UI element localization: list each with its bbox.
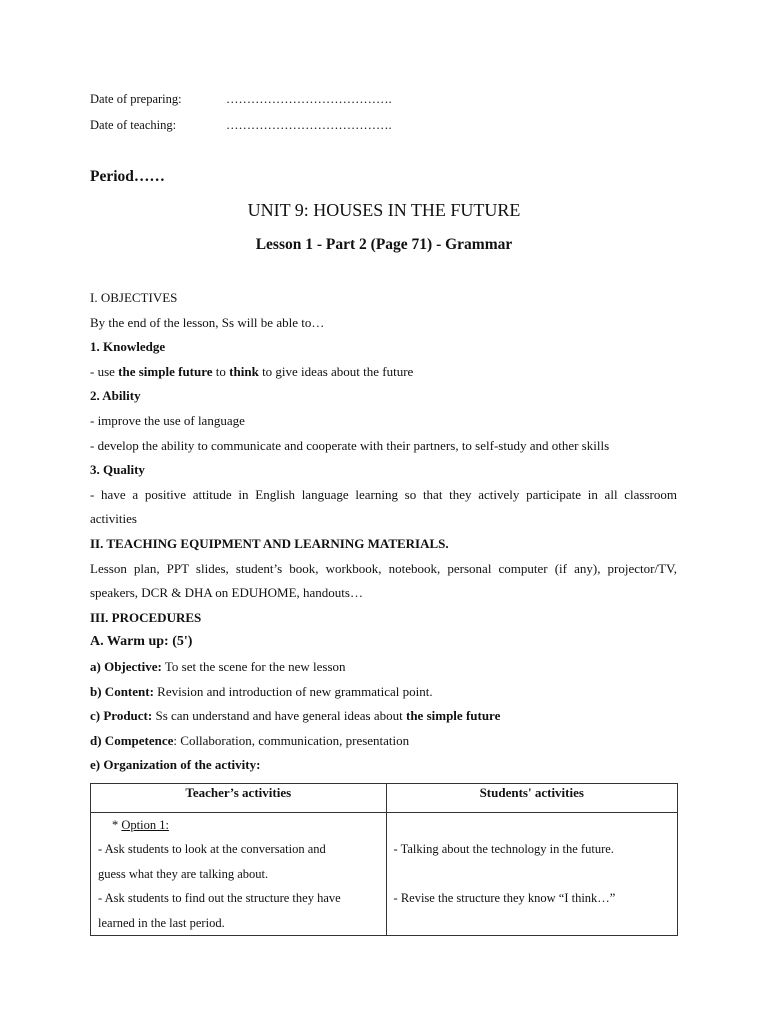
students-activities-cell — [386, 813, 677, 936]
product-label: c) Product: — [90, 708, 153, 724]
unit-title: UNIT 9: HOUSES IN THE FUTURE — [247, 200, 521, 220]
warmup-heading: A. Warm up: (5') — [90, 634, 193, 650]
student-step-1: - Talking about the technology in the future. — [393, 842, 614, 857]
objective-row — [90, 655, 677, 680]
objective-text: To set the scene for the new lesson — [161, 658, 346, 674]
competence-label: d) Competence — [90, 732, 174, 748]
option-label: Option 1: — [121, 818, 169, 832]
teacher-activities-header: Teacher’s activities — [91, 784, 387, 813]
product-row — [90, 704, 677, 729]
competence-row — [90, 729, 677, 754]
teacher-step-2-line-1: - Ask students to find out the structure they have — [98, 891, 341, 906]
date-of-preparing-value: …………………………………. — [226, 92, 392, 106]
product-bold-simple-future: the simple future — [406, 708, 501, 724]
procedures-heading: III. PROCEDURES — [90, 609, 202, 625]
student-step-2: - Revise the structure they know “I think…” — [393, 891, 616, 906]
activities-table — [90, 783, 678, 936]
objectives-intro: By the end of the lesson, Ss will be able to… — [90, 314, 325, 330]
knowledge-text-mid: to — [212, 363, 230, 379]
organization-heading: e) Organization of the activity: — [90, 757, 261, 773]
period-heading: Period…… — [90, 168, 165, 185]
competence-text: : Collaboration, communication, presentation — [173, 732, 410, 748]
date-of-preparing-row — [90, 92, 392, 107]
quality-item-line-2: activities — [90, 511, 137, 527]
objectives-heading: I. OBJECTIVES — [90, 290, 178, 305]
teacher-step-1-line-1: - Ask students to look at the conversation and — [98, 842, 326, 857]
table-row — [91, 813, 678, 936]
ability-item-1: - improve the use of language — [90, 412, 245, 428]
option-bullet: * — [112, 818, 122, 832]
knowledge-text-pre: - use — [90, 363, 119, 379]
product-text: Ss can understand and have general ideas about — [152, 708, 406, 724]
date-of-teaching-row — [90, 118, 392, 133]
teacher-step-2-line-2: learned in the last period. — [98, 915, 225, 930]
date-of-teaching-value: …………………………………. — [226, 118, 392, 132]
students-activities-header: Students' activities — [386, 784, 677, 813]
quality-item-line-1: - have a positive attitude in English language learning so that they actively participate in all classroom — [90, 486, 677, 502]
content-label: b) Content: — [90, 683, 154, 699]
equipment-line-1: Lesson plan, PPT slides, student’s book, workbook, notebook, personal computer (if any), projector/TV, — [90, 560, 677, 576]
objective-label: a) Objective: — [90, 658, 162, 674]
equipment-line-2: speakers, DCR & DHA on EDUHOME, handouts… — [90, 585, 363, 601]
teacher-activities-cell — [91, 813, 387, 936]
teacher-step-1-line-2: guess what they are talking about. — [98, 866, 269, 881]
knowledge-item — [90, 360, 677, 385]
equipment-heading: II. TEACHING EQUIPMENT AND LEARNING MATERIALS. — [90, 535, 449, 551]
content-row — [90, 680, 677, 705]
lesson-body — [90, 286, 677, 778]
table-header-row — [91, 784, 678, 813]
knowledge-text-post: to give ideas about the future — [258, 363, 414, 379]
option-label-line — [98, 813, 380, 837]
content-text: Revision and introduction of new grammatical point. — [153, 683, 433, 699]
ability-item-2: - develop the ability to communicate and cooperate with their partners, to self-study and other skills — [90, 437, 610, 453]
knowledge-bold-think: think — [229, 363, 259, 379]
date-of-teaching-label: Date of teaching: — [90, 118, 177, 132]
quality-heading: 3. Quality — [90, 462, 145, 478]
knowledge-heading: 1. Knowledge — [90, 339, 166, 355]
ability-heading: 2. Ability — [90, 388, 141, 404]
date-of-preparing-label: Date of preparing: — [90, 92, 182, 106]
lesson-title: Lesson 1 - Part 2 (Page 71) - Grammar — [255, 236, 513, 253]
knowledge-bold-simple-future: the simple future — [118, 363, 213, 379]
